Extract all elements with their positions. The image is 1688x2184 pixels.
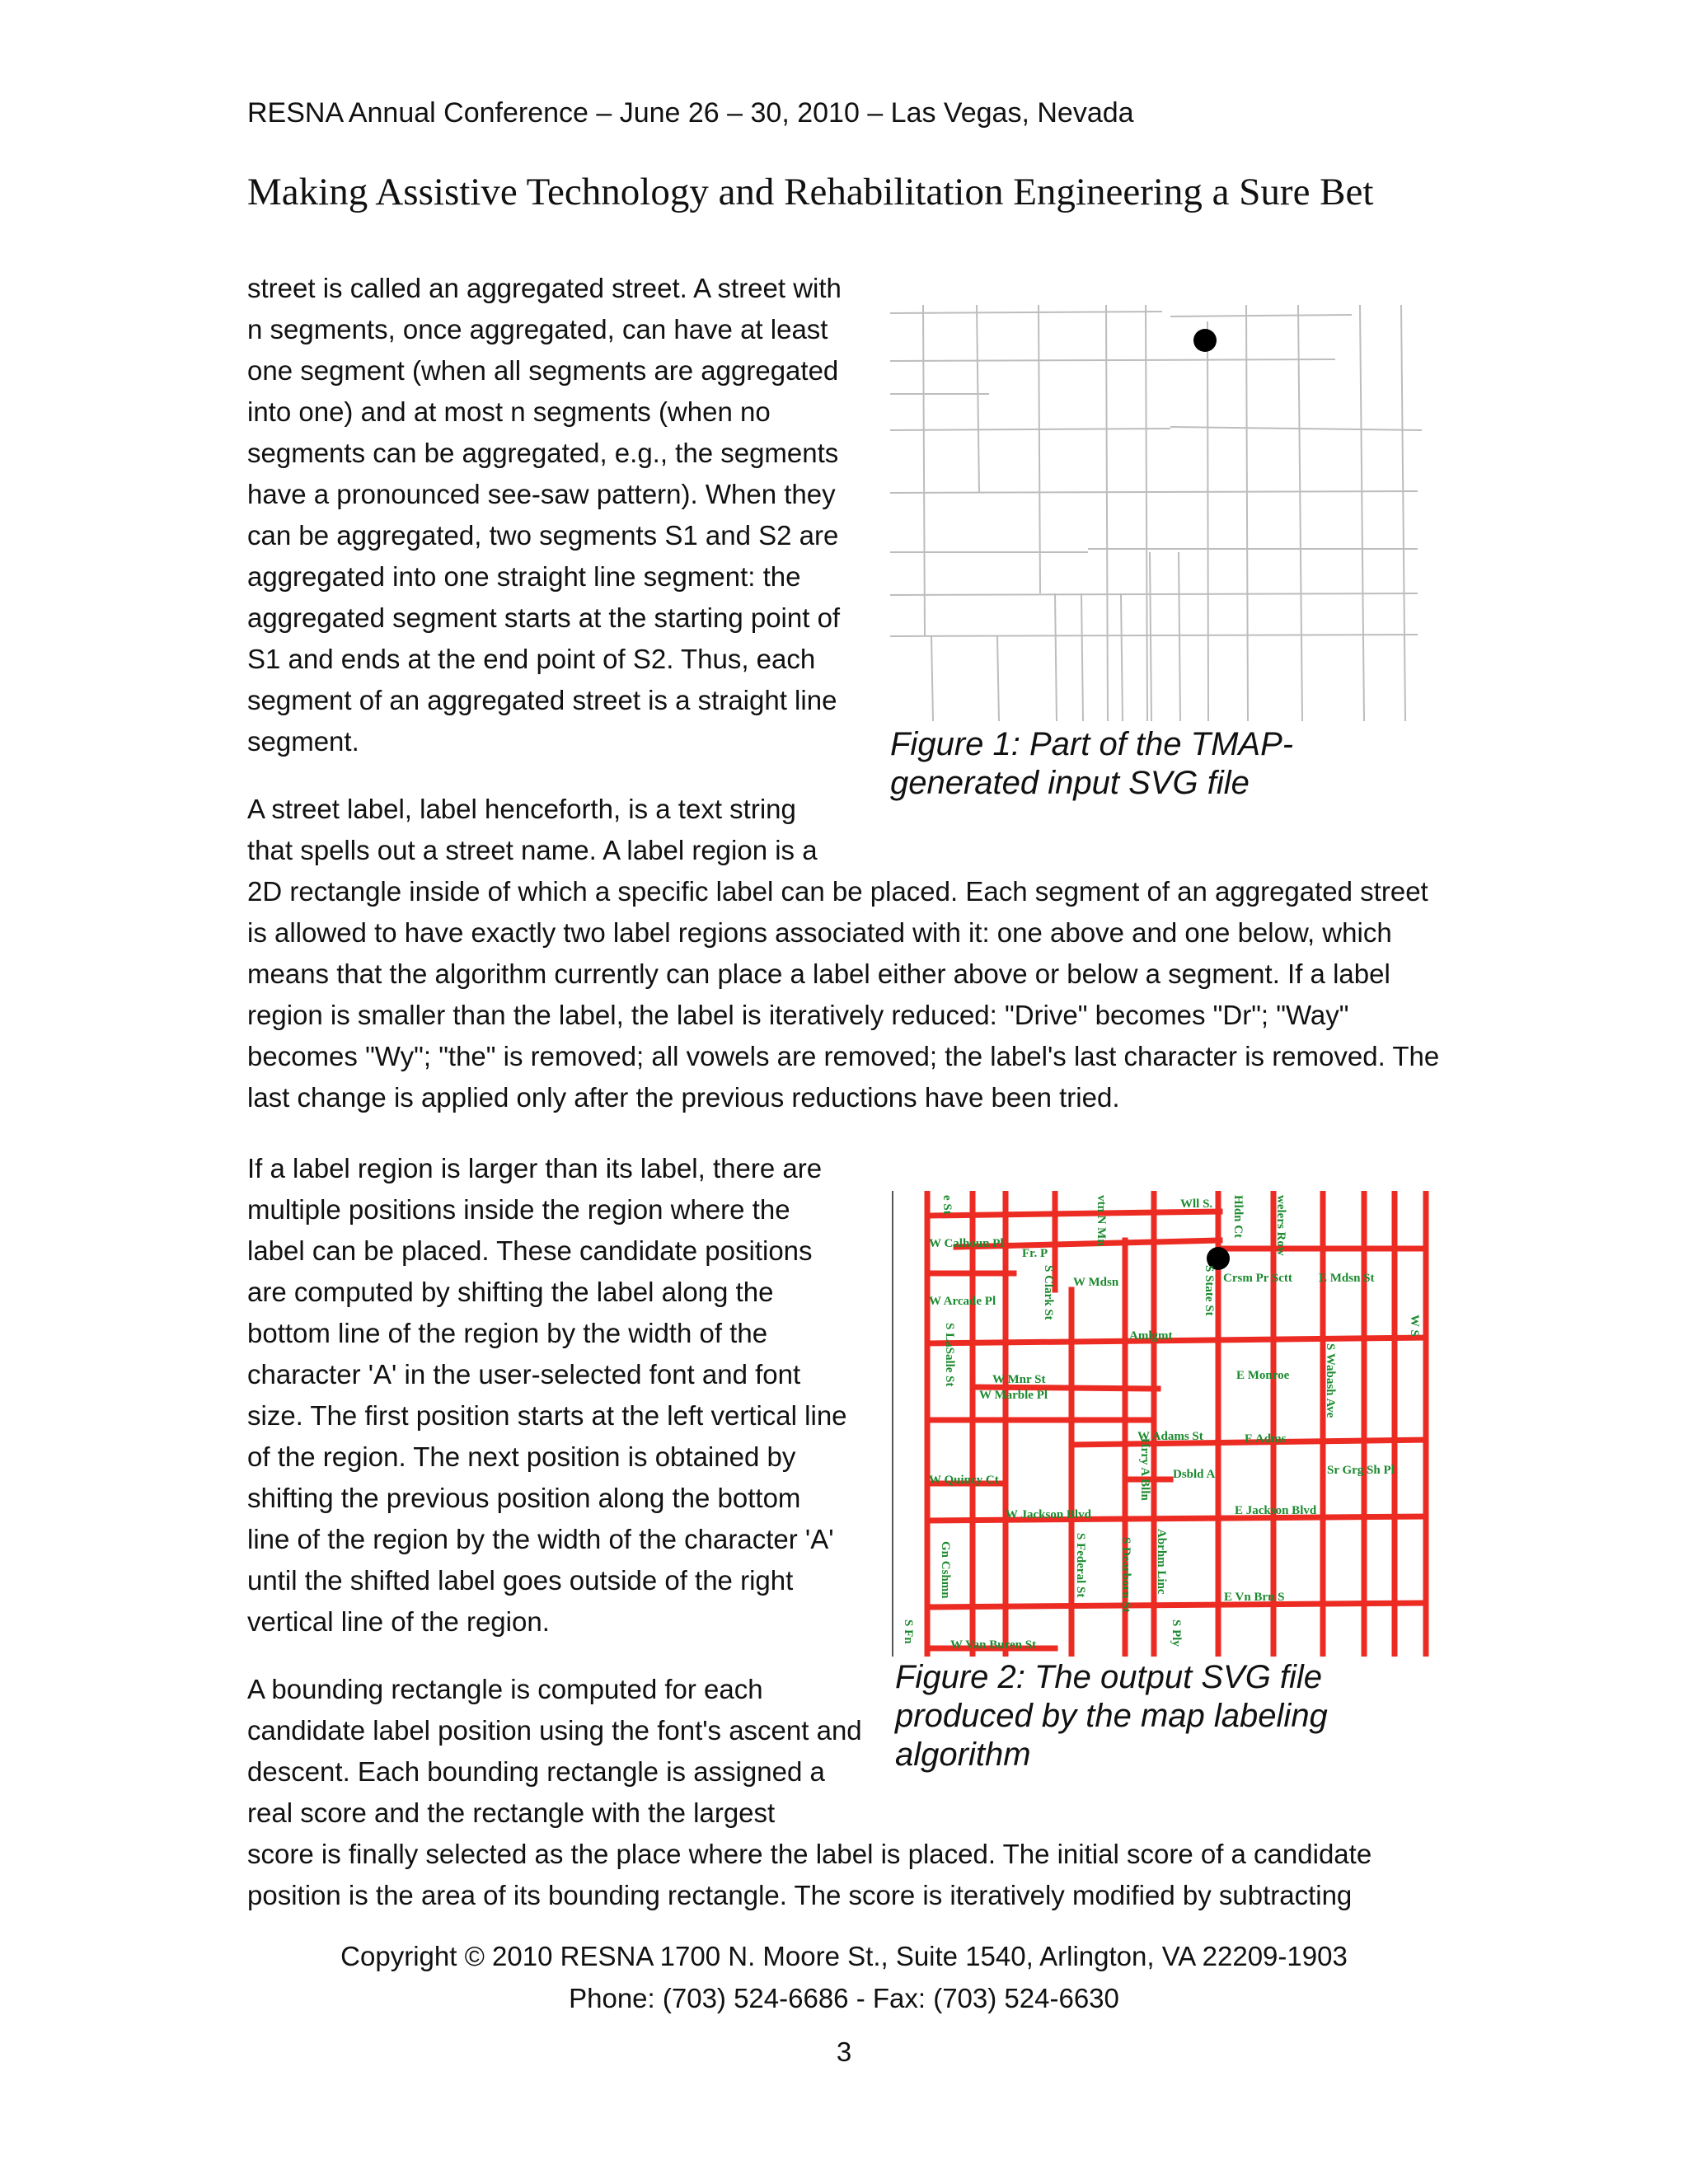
label-w-van-buren: W Van Buren St [950, 1638, 1037, 1652]
label-e-vn-brn: E Vn Brn S [1224, 1591, 1285, 1604]
label-w-quincy: W Quincy Ct [929, 1474, 999, 1487]
label-e-mdsn: E Mdsn St [1319, 1272, 1375, 1285]
label-w-marble: W Marble Pl [979, 1389, 1048, 1402]
label-amlgmt: Amlgmt [1129, 1329, 1173, 1343]
figure-1-input-svg [890, 305, 1426, 721]
conference-theme: Making Assistive Technology and Rehabilitation Engineering a Sure Bet [247, 171, 1374, 213]
label-e-adms: E Adms [1245, 1432, 1287, 1446]
paragraph-bounding-rectangle-cont: score is finally selected as the place where the label is placed. The initial score of a candidate position is the area of its bounding rectangle. The score is iteratively modified by subtracting [247, 1839, 1372, 1910]
paragraph-street-label-cont: 2D rectangle inside of which a specific label can be placed. Each segment of an aggregated street is allowed to have exactly two label regions associated with it: one above and one below, which means that the algorithm currently can place a label either above or below a segment. If a label region is smaller than the label, the label is iteratively reduced: "Drive" becomes "Dr"; "Way" becomes "Wy"; "the" is removed; all vowels are removed; the label's last character is removed. The last change is applied only after the previous reductions have been tried. [247, 876, 1440, 1113]
label-w-s: W S [1408, 1315, 1421, 1337]
figure-2-output-svg [890, 1191, 1434, 1657]
paragraph-bounding-rectangle-start: A bounding rectangle is computed for each candidate label position using the font's ascent and descent. Each bounding rectangle is assigned a real score and the rectangle with the largest [247, 1674, 862, 1828]
label-crsm: Crsm Pr Sctt [1223, 1272, 1292, 1285]
footer-copyright: Copyright © 2010 RESNA 1700 N. Moore St., Suite 1540, Arlington, VA 22209-1903 [340, 1941, 1348, 1971]
label-s-lasalle: S LaSalle St [943, 1323, 956, 1387]
label-abrhm: Abrhm Linc [1155, 1529, 1168, 1595]
label-hrry: Hrry A Blln [1138, 1438, 1151, 1501]
label-s-federal: S Federal St [1074, 1533, 1087, 1598]
label-gn-cshmn: Gn Cshmn [939, 1541, 952, 1599]
conference-header: RESNA Annual Conference – June 26 – 30, 2010 – Las Vegas, Nevada [247, 97, 1134, 129]
figure-1-caption: Figure 1: Part of the TMAP-generated input SVG file [890, 726, 1294, 801]
label-wlers: welers Row [1274, 1195, 1287, 1256]
label-s-dearborn: S Dearborn St [1119, 1537, 1132, 1613]
label-dsbld: Dsbld A [1173, 1468, 1216, 1481]
label-fr-p: Fr. P [1022, 1247, 1048, 1260]
label-w-calhoun: W Calhoun Pl [929, 1237, 1004, 1250]
page-number: 3 [836, 2036, 852, 2067]
label-s-fn: S Fn [902, 1619, 915, 1644]
figure-2-caption: Figure 2: The output SVG file produced by the map labeling algorithm [895, 1659, 1328, 1773]
label-s-state: S State St [1203, 1265, 1216, 1316]
paragraph-street-label-start: A street label, label henceforth, is a text string that spells out a street name. A label region is a [247, 794, 818, 865]
label-s-wabash: S Wabash Ave [1324, 1343, 1337, 1418]
label-e-jackson: E Jackson Blvd [1235, 1504, 1317, 1517]
label-hldn: Hldn Ct [1231, 1195, 1245, 1239]
label-vtn-mn: vtn N Mn [1095, 1195, 1108, 1246]
paragraph-candidate-positions: If a label region is larger than its label, there are multiple positions inside the region where the label can be placed. These candidate positions are computed by shifting the label along the bottom line of the region by the width of the character 'A' in the user-selected font and font size. The first position starts at the left vertical line of the region. The next position is obtained by shifting the previous position along the bottom line of the region by the width of the character 'A' until the shifted label goes outside of the right vertical line of the region. [247, 1153, 847, 1637]
label-w-mdsn: W Mdsn [1073, 1276, 1119, 1289]
label-e-monroe: E Monroe [1236, 1369, 1290, 1382]
paragraph-aggregated-street: street is called an aggregated street. A street with n segments, once aggregated, can have at least one segment (when all segments are aggregated into one) and at most n segments (when no segments can be aggregated, e.g., the segments have a pronounced see-saw pattern). When they can be aggregated, two segments S1 and S2 are aggregated into one straight line segment: the aggregated segment starts at the starting point of S1 and ends at the end point of S2. Thus, each segment of an aggregated street is a straight line segment. [247, 273, 842, 757]
label-w-mnr: W Mnr St [992, 1373, 1046, 1386]
label-wll-s: Wll S. [1180, 1197, 1213, 1211]
label-w-adams: W Adams St [1137, 1430, 1203, 1443]
label-s-ply: S Ply [1170, 1619, 1183, 1647]
label-sr-grg: Sr Grg Sh Pl [1327, 1464, 1395, 1477]
label-w-arcade: W Arcade Pl [929, 1295, 996, 1308]
label-e-st: e St [940, 1195, 954, 1215]
label-w-jackson: W Jackson Blvd [1006, 1508, 1091, 1521]
label-s-clark: S Clark St [1042, 1265, 1055, 1320]
footer-phone: Phone: (703) 524-6686 - Fax: (703) 524-6630 [569, 1983, 1119, 2013]
